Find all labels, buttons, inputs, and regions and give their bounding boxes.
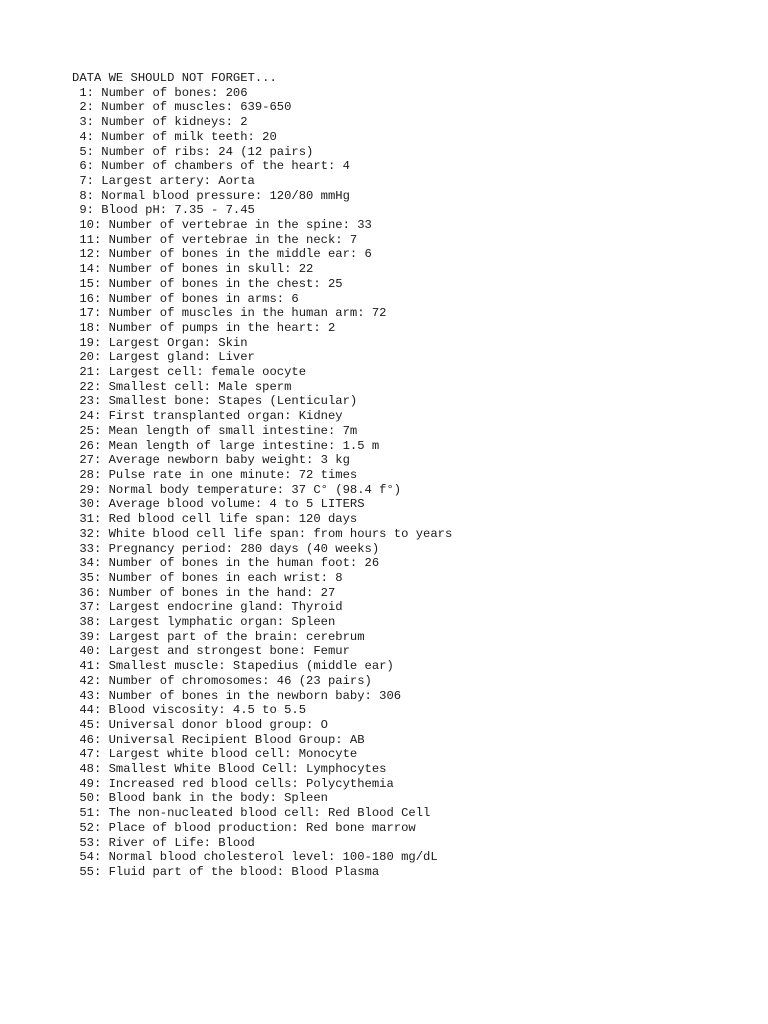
fact-line: 31: Red blood cell life span: 120 days — [72, 512, 358, 527]
fact-line: 4: Number of milk teeth: 20 — [72, 129, 277, 144]
fact-line: 12: Number of bones in the middle ear: 6 — [72, 247, 372, 262]
fact-line: 37: Largest endocrine gland: Thyroid — [72, 600, 343, 615]
fact-line: 27: Average newborn baby weight: 3 kg — [72, 453, 350, 468]
fact-line: 48: Smallest White Blood Cell: Lymphocytes — [72, 762, 387, 777]
fact-line: 51: The non-nucleated blood cell: Red Blood Cell — [72, 806, 431, 821]
fact-line: 44: Blood viscosity: 4.5 to 5.5 — [72, 703, 307, 718]
fact-line: 28: Pulse rate in one minute: 72 times — [72, 467, 358, 482]
fact-line: 9: Blood pH: 7.35 - 7.45 — [72, 203, 255, 218]
fact-line: 11: Number of vertebrae in the neck: 7 — [72, 232, 358, 247]
fact-line: 2: Number of muscles: 639-650 — [72, 100, 292, 115]
fact-line: 20: Largest gland: Liver — [72, 350, 255, 365]
fact-line: 36: Number of bones in the hand: 27 — [72, 585, 336, 600]
fact-line: 49: Increased red blood cells: Polycythemia — [72, 776, 394, 791]
fact-line: 5: Number of ribs: 24 (12 pairs) — [72, 144, 314, 159]
fact-line: 32: White blood cell life span: from hours to years — [72, 526, 453, 541]
fact-line: 25: Mean length of small intestine: 7m — [72, 423, 358, 438]
fact-line: 15: Number of bones in the chest: 25 — [72, 276, 343, 291]
fact-line: 17: Number of muscles in the human arm: 72 — [72, 306, 387, 321]
fact-line: 55: Fluid part of the blood: Blood Plasma — [72, 864, 380, 879]
fact-line: 6: Number of chambers of the heart: 4 — [72, 159, 350, 174]
fact-line: 19: Largest Organ: Skin — [72, 335, 248, 350]
fact-line: 40: Largest and strongest bone: Femur — [72, 644, 350, 659]
fact-line: 21: Largest cell: female oocyte — [72, 365, 307, 380]
fact-line: 29: Normal body temperature: 37 C° (98.4 f°) — [72, 482, 402, 497]
fact-line: 46: Universal Recipient Blood Group: AB — [72, 732, 365, 747]
fact-line: 38: Largest lymphatic organ: Spleen — [72, 615, 336, 630]
fact-line: 33: Pregnancy period: 280 days (40 weeks) — [72, 541, 380, 556]
fact-line: 35: Number of bones in each wrist: 8 — [72, 570, 343, 585]
document-page — [72, 71, 752, 880]
fact-line: 39: Largest part of the brain: cerebrum — [72, 629, 365, 644]
fact-line: 23: Smallest bone: Stapes (Lenticular) — [72, 394, 358, 409]
fact-line: 54: Normal blood cholesterol level: 100-180 mg/dL — [72, 850, 438, 865]
fact-line: 8: Normal blood pressure: 120/80 mmHg — [72, 188, 350, 203]
fact-line: 52: Place of blood production: Red bone marrow — [72, 820, 416, 835]
fact-line: 43: Number of bones in the newborn baby: 306 — [72, 688, 402, 703]
document-title: DATA WE SHOULD NOT FORGET... — [72, 71, 277, 85]
fact-line: 45: Universal donor blood group: O — [72, 717, 328, 732]
fact-line: 22: Smallest cell: Male sperm — [72, 379, 292, 394]
fact-line: 7: Largest artery: Aorta — [72, 173, 255, 188]
fact-line: 3: Number of kidneys: 2 — [72, 115, 248, 130]
fact-line: 47: Largest white blood cell: Monocyte — [72, 747, 358, 762]
fact-line: 16: Number of bones in arms: 6 — [72, 291, 299, 306]
fact-line: 1: Number of bones: 206 — [72, 85, 248, 100]
fact-line: 26: Mean length of large intestine: 1.5 m — [72, 438, 380, 453]
fact-line: 50: Blood bank in the body: Spleen — [72, 791, 328, 806]
fact-line: 18: Number of pumps in the heart: 2 — [72, 320, 336, 335]
fact-line: 34: Number of bones in the human foot: 26 — [72, 556, 380, 571]
fact-list — [72, 86, 752, 880]
fact-line: 53: River of Life: Blood — [72, 835, 255, 850]
fact-line: 30: Average blood volume: 4 to 5 LITERS — [72, 497, 365, 512]
fact-line: 41: Smallest muscle: Stapedius (middle ear) — [72, 659, 394, 674]
fact-line: 24: First transplanted organ: Kidney — [72, 409, 343, 424]
fact-line: 14: Number of bones in skull: 22 — [72, 262, 314, 277]
fact-line: 42: Number of chromosomes: 46 (23 pairs) — [72, 673, 372, 688]
fact-line: 10: Number of vertebrae in the spine: 33 — [72, 218, 372, 233]
